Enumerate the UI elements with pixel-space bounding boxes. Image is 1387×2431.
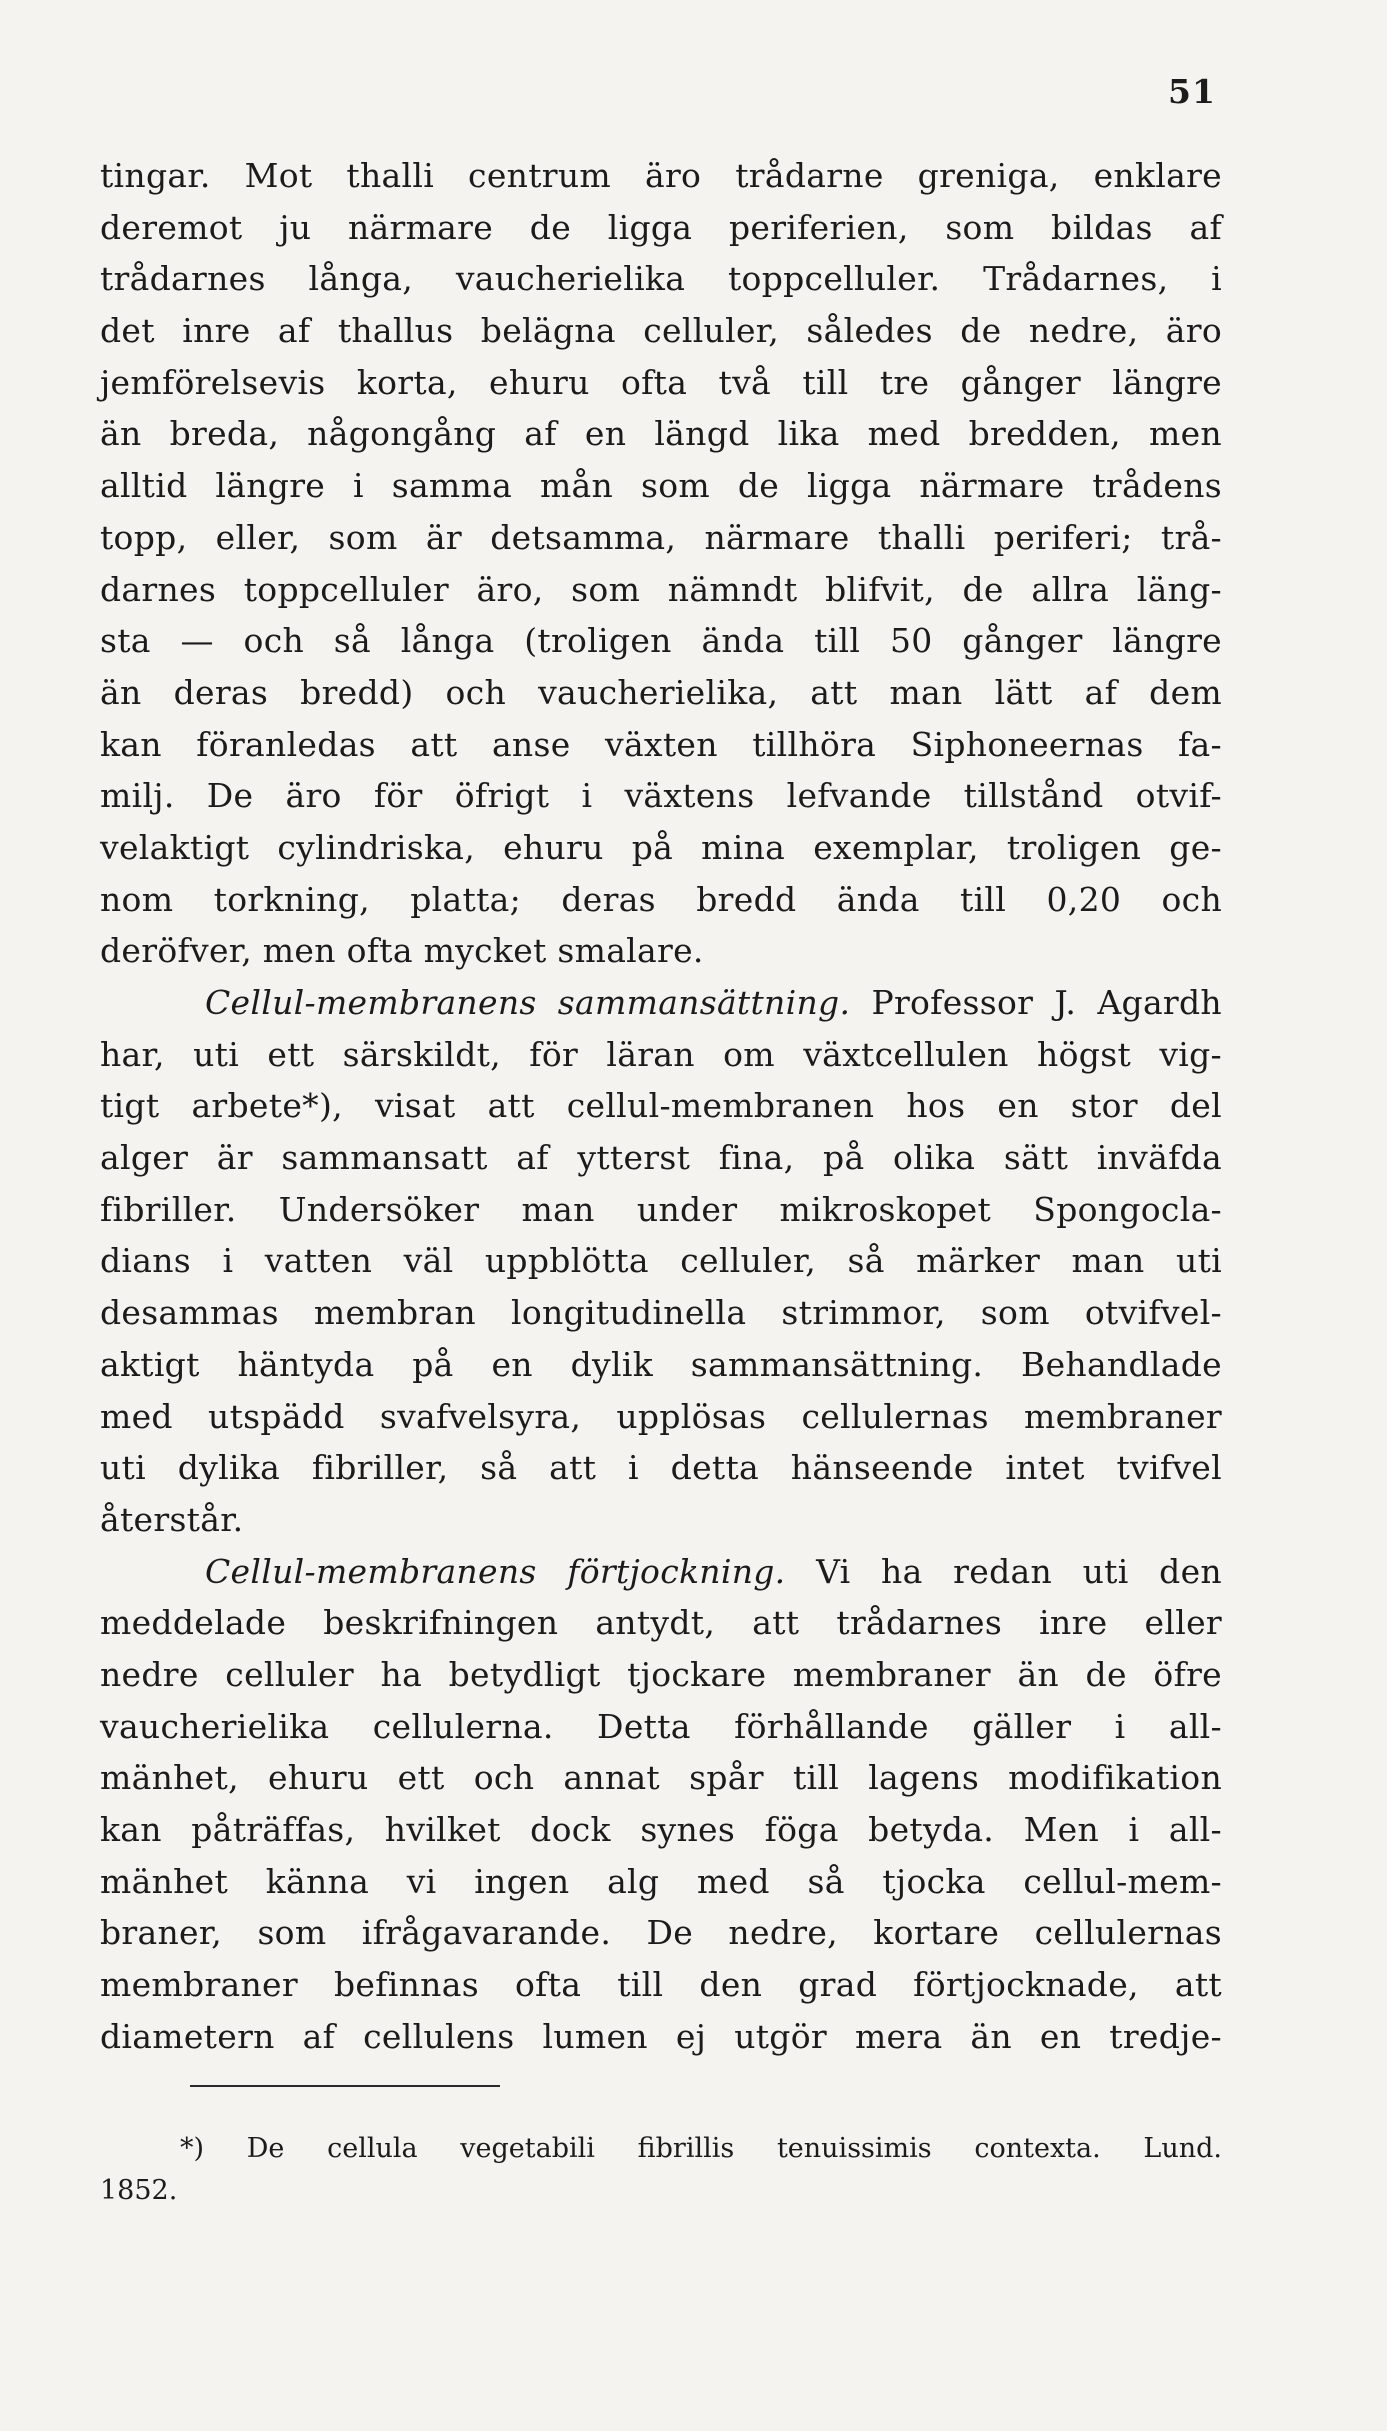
text-line: jemförelsevis korta, ehuru ofta två till tre gånger längre — [100, 362, 1222, 402]
section-heading-continuation: Professor J. Agardh — [871, 983, 1222, 1022]
text-line: diametern af cellulens lumen ej utgör mera än en tredje- — [100, 2016, 1222, 2056]
text-line: desammas membran longitudinella strimmor, som otvifvel- — [100, 1293, 1222, 1333]
text-line: deremot ju närmare de ligga periferien, som bildas af — [100, 207, 1222, 247]
text-line: braner, som ifrågavarande. De nedre, kortare cellulernas — [100, 1913, 1222, 1953]
section-heading: Cellul-membranens sammansättning. — [205, 983, 851, 1022]
footnote-line: *) De cellula vegetabili fibrillis tenuissimis contexta. Lund. — [180, 2133, 1222, 2164]
text-line: deröfver, men ofta mycket smalare. — [100, 931, 704, 971]
text-line: topp, eller, som är detsamma, närmare thalli periferi; trå- — [100, 517, 1222, 557]
text-line: sta — och så långa (troligen ända till 50 gånger längre — [100, 621, 1222, 661]
section-heading-line — [100, 1546, 1222, 1598]
text-line: än breda, någongång af en längd lika med bredden, men — [100, 414, 1222, 454]
footnote — [100, 2128, 1222, 2212]
text-line: vaucherielika cellulerna. Detta förhållande gäller i all- — [100, 1706, 1222, 1746]
text-line: milj. De äro för öfrigt i växtens lefvande tillstånd otvif- — [100, 776, 1222, 816]
text-line: uti dylika fibriller, så att i detta hänseende intet tvifvel — [100, 1448, 1222, 1488]
text-line: än deras bredd) och vaucherielika, att man lätt af dem — [100, 672, 1222, 712]
text-line: nom torkning, platta; deras bredd ända till 0,20 och — [100, 879, 1222, 919]
text-line: alger är sammansatt af ytterst fina, på olika sätt inväfda — [100, 1138, 1222, 1178]
text-line: med utspädd svafvelsyra, upplösas cellulernas membraner — [100, 1396, 1222, 1436]
text-line: darnes toppcelluler äro, som nämndt blifvit, de allra läng- — [100, 569, 1222, 609]
text-line: dians i vatten väl uppblötta celluler, så märker man uti — [100, 1241, 1222, 1281]
text-line: alltid längre i samma mån som de ligga närmare trådens — [100, 466, 1222, 506]
text-line: meddelade beskrifningen antydt, att trådarnes inre eller — [100, 1603, 1222, 1643]
footnote-divider — [190, 2085, 500, 2087]
section-heading: Cellul-membranens förtjockning. — [205, 1551, 786, 1591]
text-line: mänhet känna vi ingen alg med så tjocka cellul-mem- — [100, 1861, 1222, 1901]
text-line: trådarnes långa, vaucherielika toppcelluler. Trådarnes, i — [100, 259, 1222, 299]
text-line: fibriller. Undersöker man under mikroskopet Spongocla- — [100, 1189, 1222, 1229]
main-text — [100, 150, 1222, 2062]
text-line: kan påträffas, hvilket dock synes föga betyda. Men i all- — [100, 1810, 1222, 1849]
footnote-line: 1852. — [100, 2175, 178, 2206]
text-line: nedre celluler ha betydligt tjockare membraner än de öfre — [100, 1654, 1222, 1694]
text-line: det inre af thallus belägna celluler, således de nedre, äro — [100, 311, 1222, 351]
text-line: tigt arbete*), visat att cellul-membranen hos en stor del — [100, 1086, 1222, 1126]
section-heading-line — [100, 977, 1222, 1029]
text-line: tingar. Mot thalli centrum äro trådarne greniga, enklare — [100, 156, 1222, 195]
text-line: membraner befinnas ofta till den grad förtjocknade, att — [100, 1965, 1222, 2005]
text-line: aktigt häntyda på en dylik sammansättning. Behandlade — [100, 1344, 1222, 1384]
text-line: mänhet, ehuru ett och annat spår till lagens modifikation — [100, 1758, 1222, 1798]
text-line: velaktigt cylindriska, ehuru på mina exemplar, troligen ge- — [100, 827, 1222, 867]
section-heading-continuation: Vi ha redan uti den — [816, 1551, 1222, 1591]
text-line: kan föranledas att anse växten tillhöra Siphoneernas fa- — [100, 724, 1222, 764]
page-number: 51 — [1168, 72, 1216, 111]
text-line: har, uti ett särskildt, för läran om växtcellulen högst vig- — [100, 1034, 1222, 1074]
text-line: återstår. — [100, 1499, 244, 1539]
